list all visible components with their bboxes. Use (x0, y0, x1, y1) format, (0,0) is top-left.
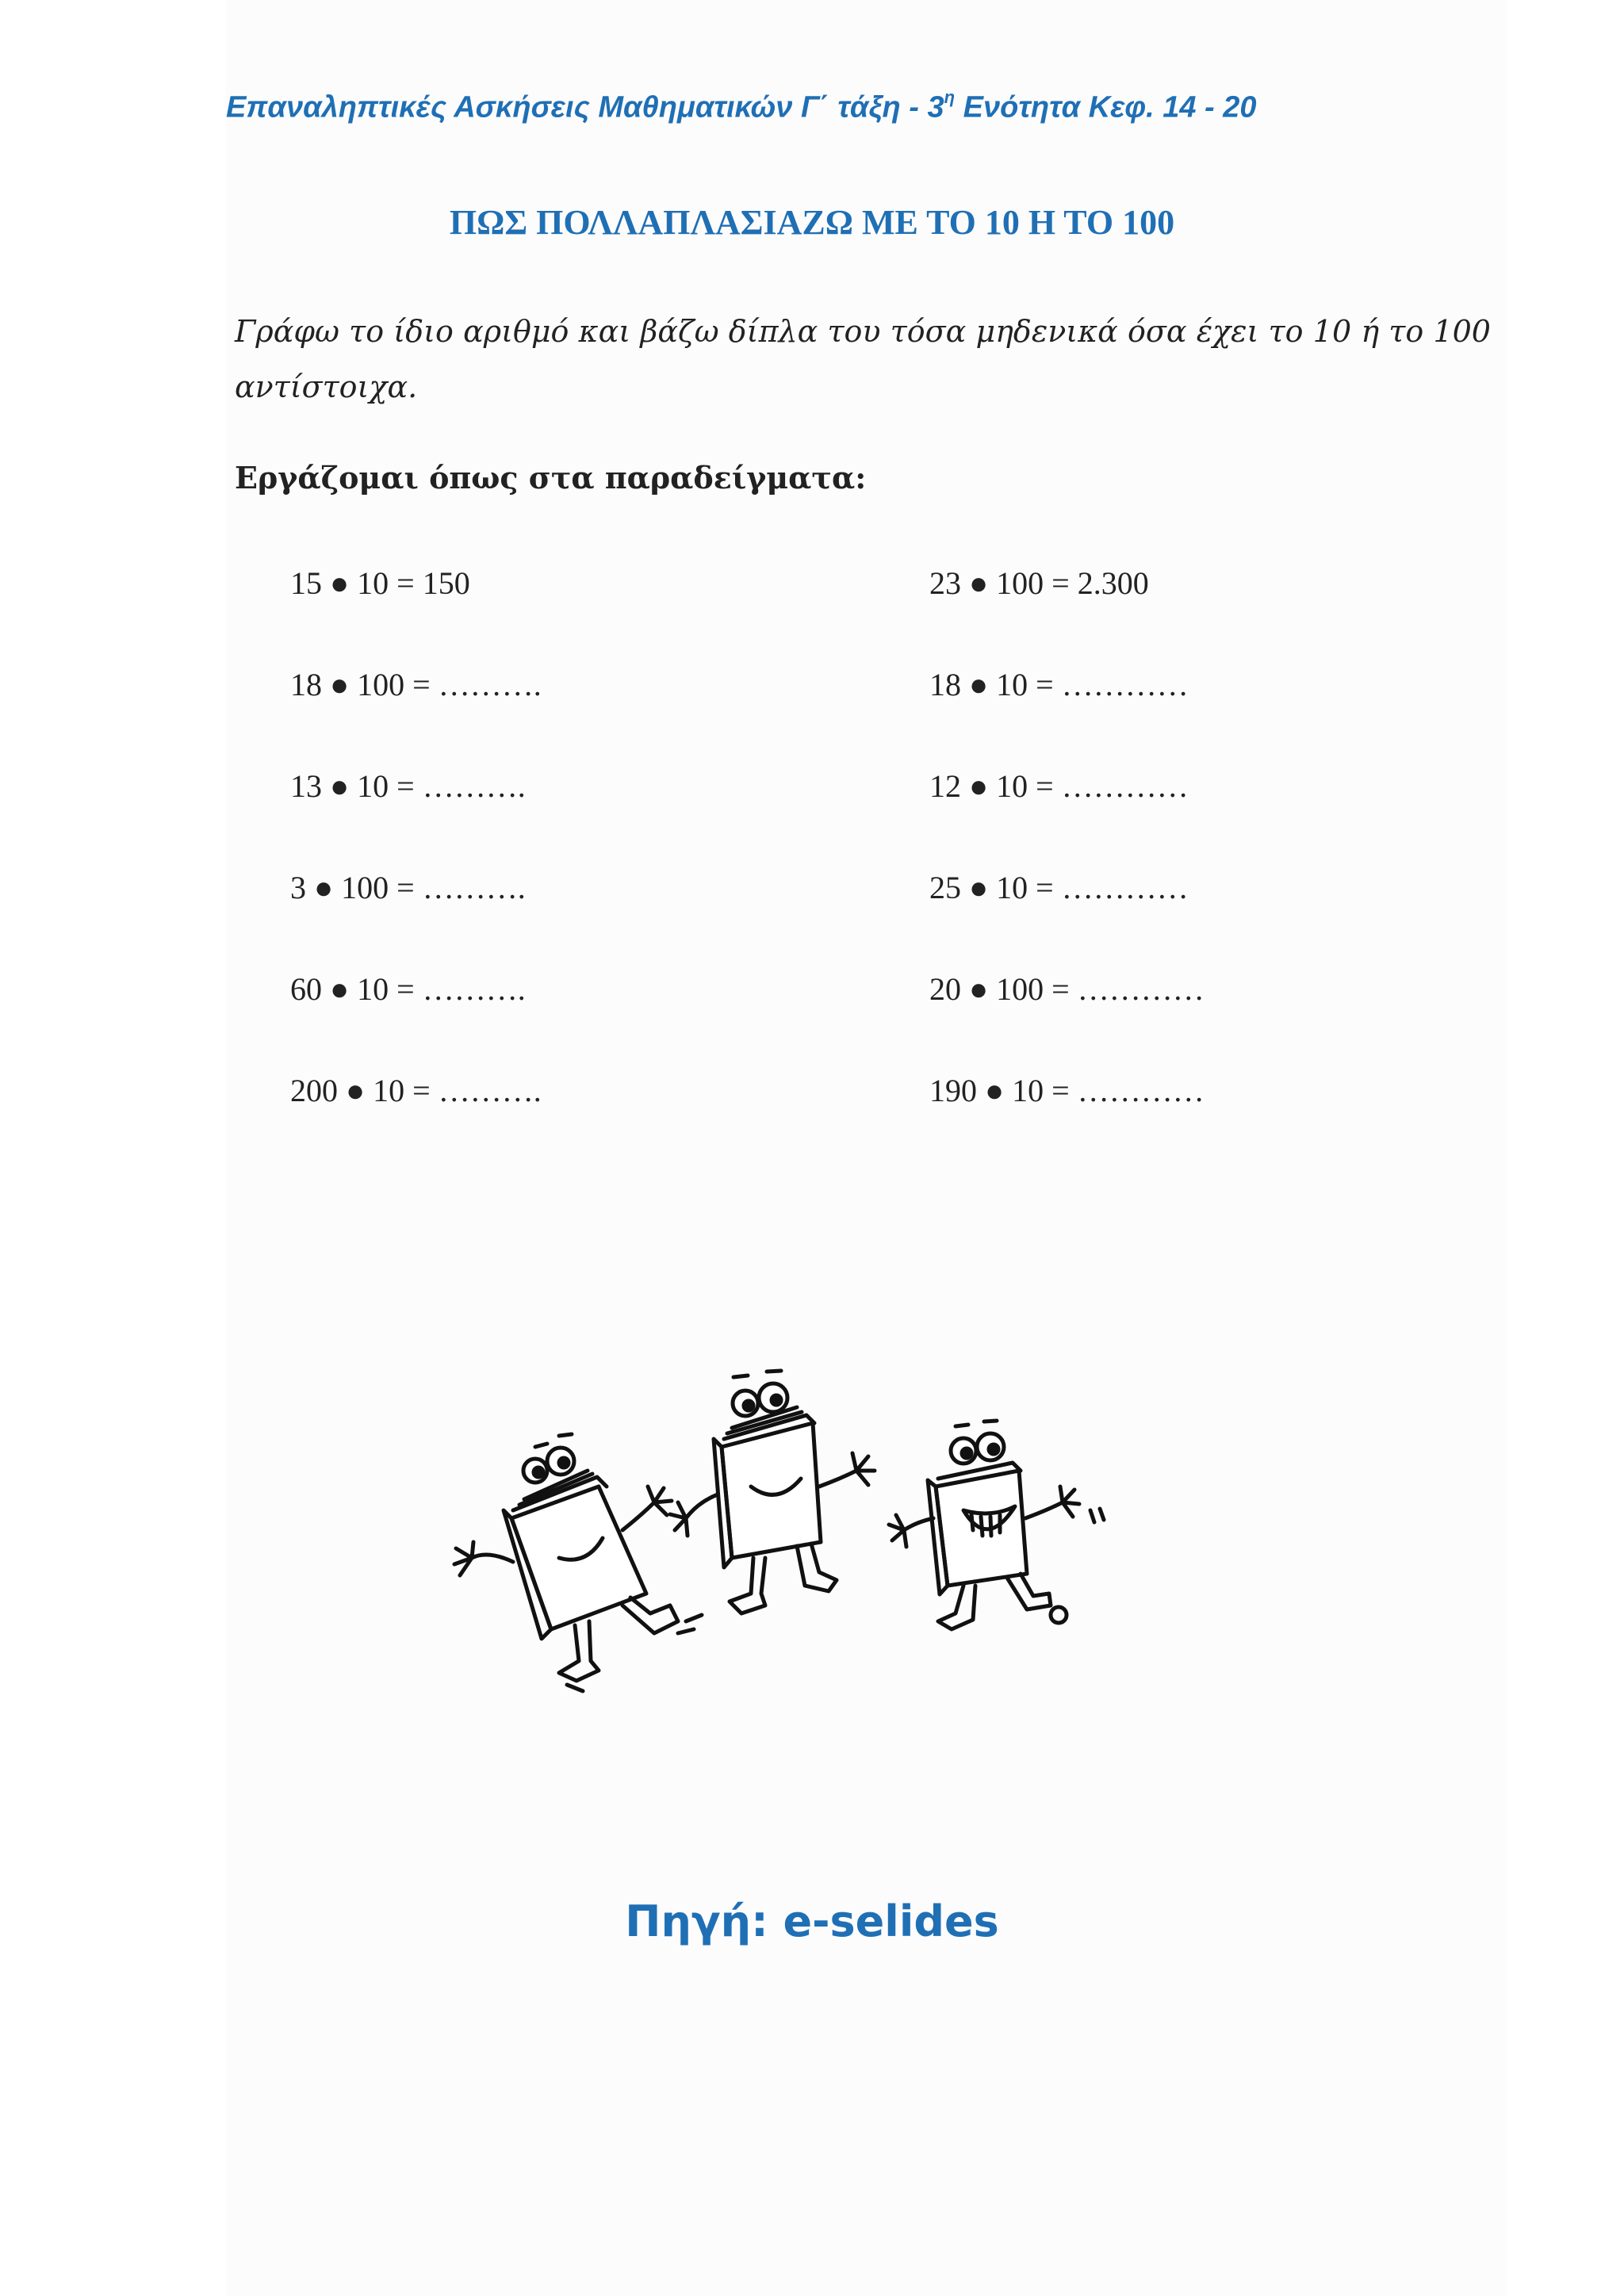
exercise-left-5: 60 ● 10 = ………. (290, 971, 526, 1007)
book-character-left (454, 1434, 702, 1691)
exercise-left-6: 200 ● 10 = ………. (290, 1073, 542, 1108)
exercise-right-5: 20 ● 100 = ………… (929, 971, 1205, 1007)
exercise-right-3: 12 ● 10 = ………… (929, 768, 1189, 804)
exercise-left-3: 13 ● 10 = ………. (290, 768, 526, 804)
instruction-label: Εργάζομαι όπως στα παραδείγματα: (235, 460, 867, 496)
exercise-left-2: 18 ● 100 = ………. (290, 667, 542, 702)
exercise-right-1: 23 ● 100 = 2.300 (929, 565, 1149, 601)
page-title: ΠΩΣ ΠΟΛΛΑΠΛΑΣΙΑΖΩ ΜΕ ΤΟ 10 Η ΤΟ 100 (449, 203, 1175, 242)
exercise-right-4: 25 ● 10 = ………… (929, 870, 1189, 905)
header-superscript: η (944, 87, 956, 107)
book-character-right (889, 1421, 1104, 1629)
exercise-right-6: 190 ● 10 = ………… (929, 1073, 1205, 1108)
intro-paragraph: Γράφω το ίδιο αριθμό και βάζω δίπλα του τόσα μηδενικά όσα έχει το 10 ή το 100 αντίστοιχα. (235, 314, 1491, 404)
exercise-left-1: 15 ● 10 = 150 (290, 565, 470, 601)
book-character-middle (670, 1371, 875, 1613)
dancing-books-illustration (440, 1360, 1154, 1709)
page-header (226, 87, 1400, 125)
exercise-left-4: 3 ● 100 = ………. (290, 870, 526, 905)
exercise-right-2: 18 ● 10 = ………… (929, 667, 1189, 702)
source-credit: Πηγή: e-selides (625, 1896, 999, 1946)
header-text: Επαναληπτικές Ασκήσεις Μαθηματικών Γ΄ τάξη - 3 (226, 90, 944, 124)
header-text-end: Ενότητα Κεφ. 14 - 20 (955, 90, 1257, 124)
